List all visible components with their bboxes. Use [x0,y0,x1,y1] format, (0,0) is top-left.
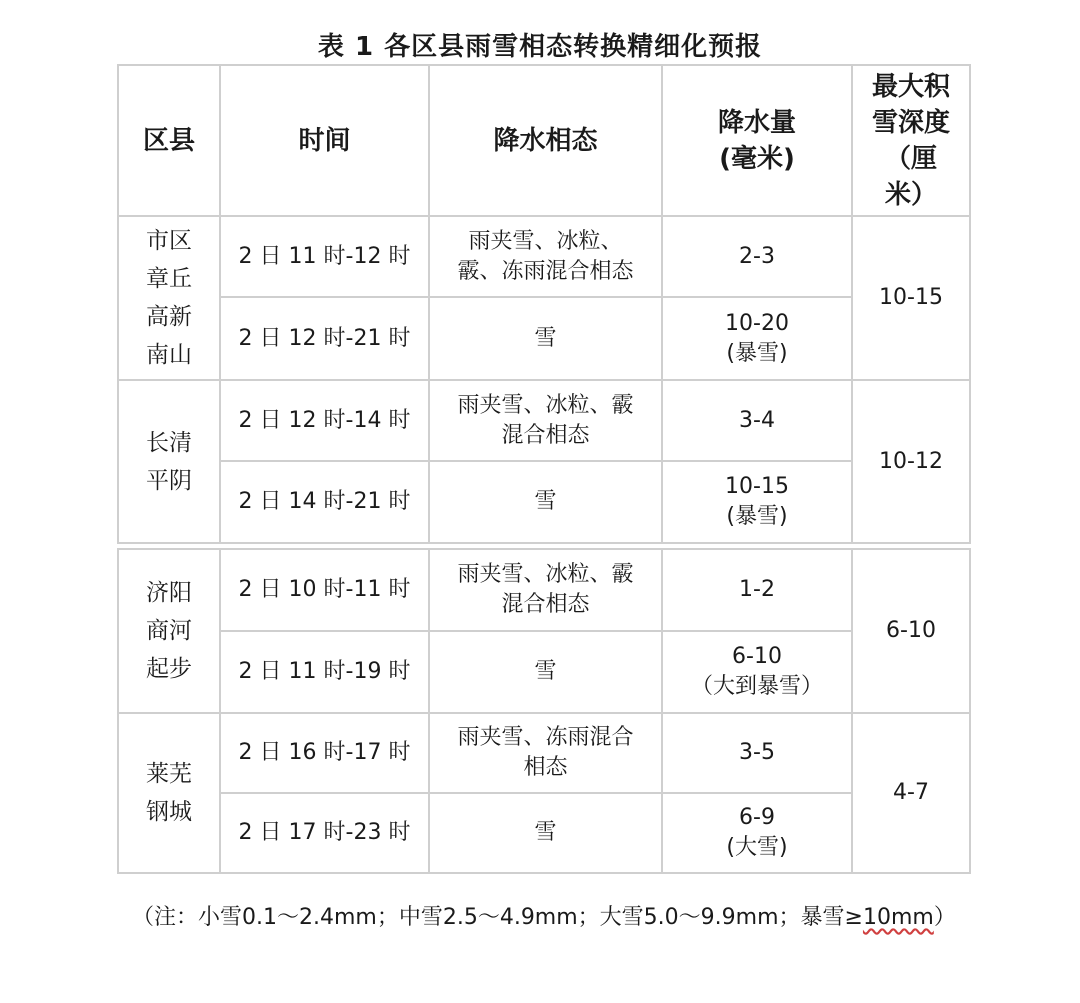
depth-cell: 10-15 [852,216,970,380]
header-precip: 降水量 (毫米) [662,65,852,216]
footnote-close: ） [933,905,956,930]
county-cell: 莱芜 钢城 [118,713,220,873]
footnote [132,900,956,931]
table-row [118,713,970,793]
amount-cell: 6-10 （大到暴雪） [662,631,852,713]
header-row [118,65,970,216]
time-cell: 2 日 12 时-14 时 [220,380,429,461]
phase-cell: 雪 [429,297,662,380]
table-row [118,216,970,297]
header-county: 区县 [118,65,220,216]
header-depth: 最大积 雪深度 （厘 米） [852,65,970,216]
header-time: 时间 [220,65,429,216]
time-cell: 2 日 11 时-12 时 [220,216,429,297]
depth-cell: 6-10 [852,549,970,713]
amount-cell: 6-9 (大雪) [662,793,852,873]
depth-cell: 10-12 [852,380,970,543]
phase-cell: 雪 [429,793,662,873]
forecast-table-part-1 [117,64,971,544]
time-cell: 2 日 11 时-19 时 [220,631,429,713]
phase-cell: 雨夹雪、冻雨混合 相态 [429,713,662,793]
county-cell: 长清 平阴 [118,380,220,543]
table-row [118,380,970,461]
amount-cell: 10-20 (暴雪) [662,297,852,380]
table-row [118,631,970,713]
amount-cell: 1-2 [662,549,852,631]
county-cell: 济阳 商河 起步 [118,549,220,713]
amount-cell: 10-15 (暴雪) [662,461,852,543]
table-title: 表 1 各区县雨雪相态转换精细化预报 [317,32,763,62]
time-cell: 2 日 17 时-23 时 [220,793,429,873]
phase-cell: 雪 [429,631,662,713]
table-row [118,549,970,631]
time-cell: 2 日 14 时-21 时 [220,461,429,543]
phase-cell: 雨夹雪、冰粒、 霰、冻雨混合相态 [429,216,662,297]
header-phase: 降水相态 [429,65,662,216]
footnote-text: （注：小雪0.1～2.4mm；中雪2.5～4.9mm；大雪5.0～9.9mm；暴雪≥ [132,905,863,930]
footnote-spellcheck-word: 10mm [862,905,934,930]
table-row [118,793,970,873]
phase-cell: 雨夹雪、冰粒、霰 混合相态 [429,380,662,461]
phase-cell: 雪 [429,461,662,543]
amount-cell: 3-4 [662,380,852,461]
county-cell: 市区 章丘 高新 南山 [118,216,220,380]
time-cell: 2 日 16 时-17 时 [220,713,429,793]
time-cell: 2 日 10 时-11 时 [220,549,429,631]
table-row [118,461,970,543]
phase-cell: 雨夹雪、冰粒、霰 混合相态 [429,549,662,631]
depth-cell: 4-7 [852,713,970,873]
amount-cell: 2-3 [662,216,852,297]
time-cell: 2 日 12 时-21 时 [220,297,429,380]
forecast-table-part-2 [117,548,971,874]
table-row [118,297,970,380]
amount-cell: 3-5 [662,713,852,793]
